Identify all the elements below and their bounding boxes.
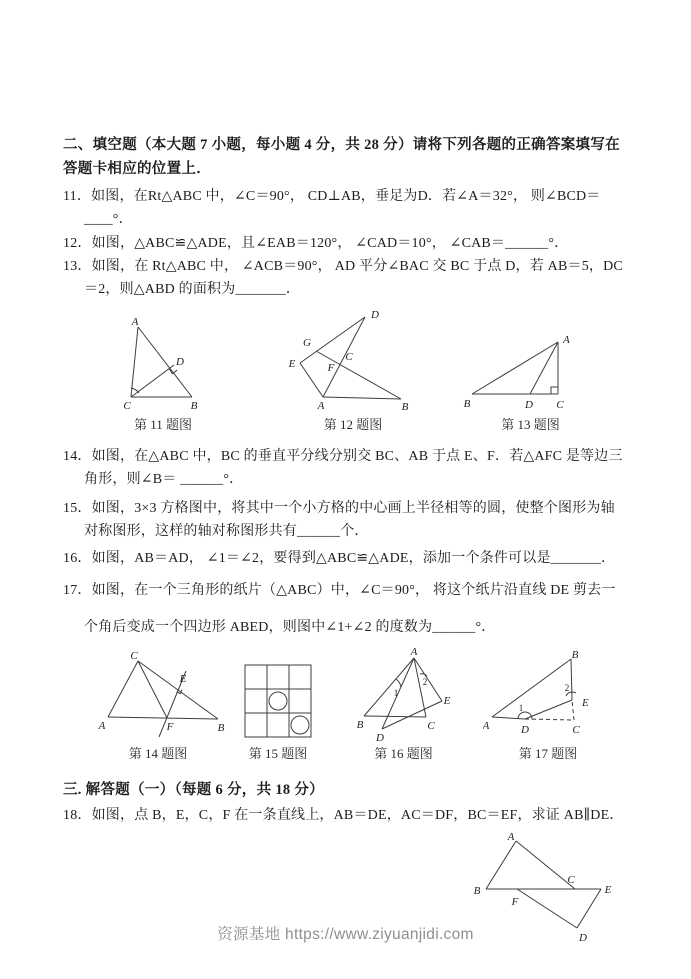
fig14-label-C: C	[130, 650, 138, 662]
figure-row-1	[63, 305, 628, 433]
figure-16	[356, 646, 451, 762]
question-11: 11．如图，在Rt△ABC 中，∠C＝90°， CD⊥AB，垂足为D．若∠A＝32°， 则∠BCD＝____°．	[63, 189, 601, 227]
question-17: 17．如图，在一个三角形的纸片（△ABC）中，∠C＝90°， 将这个纸片沿直线 DE 剪去一个角后变成一个四边形 ABED，则图中∠1+∠2 的度数为______°．	[63, 583, 616, 635]
figure-12-drawing	[283, 305, 423, 412]
figure-11	[98, 315, 228, 433]
figure-13-caption: 第 13 题图	[501, 417, 560, 432]
footer-site-link[interactable]: 资源基地 https://www.ziyuanjidi.com	[217, 926, 474, 943]
fig18-label-E: E	[604, 884, 612, 896]
question-18: 18．如图，点 B，E，C，F 在一条直线上，AB＝DE，AC＝DF，BC＝EF，求证 AB∥DE．	[63, 808, 624, 823]
figure-12-caption: 第 12 题图	[323, 417, 383, 432]
figure-14	[88, 649, 228, 762]
fig12-label-G: G	[303, 337, 311, 349]
fig14-label-F: F	[166, 721, 174, 733]
fig11-label-A: A	[131, 316, 139, 328]
figure-13	[458, 332, 603, 433]
section-answer-heading: 三. 解答题（一）（每题 6 分，共 18 分）	[63, 782, 324, 798]
figure-17	[483, 649, 613, 762]
fig16-label-D: D	[376, 732, 384, 741]
figure-12	[283, 305, 423, 433]
fig18-label-F: F	[511, 896, 519, 908]
fig17-label-2: 2	[564, 683, 570, 693]
figure-16-caption: 第 16 题图	[374, 746, 433, 761]
fig11-label-C: C	[123, 400, 131, 412]
fig18-label-B: B	[473, 885, 481, 897]
fig12-label-A: A	[317, 400, 325, 412]
figure-11-caption: 第 11 题图	[133, 417, 193, 432]
fig16-label-C: C	[427, 720, 435, 732]
fig14-label-A: A	[98, 720, 106, 732]
fig17-label-B: B	[571, 649, 579, 661]
figure-17-drawing	[483, 649, 613, 741]
fig17-label-E: E	[582, 697, 589, 709]
fig18-label-D: D	[579, 932, 587, 944]
figure-14-drawing	[88, 649, 228, 741]
fig16-label-E: E	[443, 695, 451, 707]
figure-15-drawing	[243, 663, 313, 741]
fig11-label-D: D	[176, 356, 184, 368]
figure-row-2	[63, 646, 628, 762]
fig12-label-E: E	[288, 358, 296, 370]
figure-15	[243, 663, 313, 762]
fig11-label-B: B	[190, 400, 198, 412]
fig14-label-B: B	[217, 722, 225, 734]
fig13-label-D: D	[525, 399, 533, 411]
question-16: 16．如图，AB＝AD， ∠1＝∠2，要得到△ABC≌△ADE，添加一个条件可以是_______．	[63, 551, 616, 566]
fig17-label-D: D	[521, 724, 529, 736]
figure-15-caption: 第 15 题图	[248, 746, 308, 761]
fig16-label-1: 1	[393, 688, 399, 698]
figure-17-caption: 第 17 题图	[518, 746, 578, 761]
question-13: 13．如图，在 Rt△ABC 中， ∠ACB＝90°， AD 平分∠BAC 交 BC 于点 D，若 AB＝5，DC＝2，则△ABD 的面积为_______．	[63, 259, 623, 297]
fig18-label-A: A	[507, 831, 515, 843]
section-fill-heading: 二、填空题（本大题 7 小题，每小题 4 分，共 28 分）请将下列各题的正确答案填写在答题卡相应的位置上．	[63, 137, 620, 177]
fig18-label-C: C	[567, 874, 575, 886]
fig16-label-B: B	[356, 719, 364, 731]
figure-13-drawing	[458, 332, 603, 412]
question-12: 12．如图，△ABC≌△ADE，且∠EAB＝120°， ∠CAD＝10°， ∠CAB＝______°．	[63, 236, 569, 251]
fig12-label-D: D	[371, 309, 379, 321]
fig13-label-C: C	[556, 399, 564, 411]
figure-16-drawing	[356, 646, 451, 741]
fig13-label-A: A	[563, 334, 570, 346]
fig12-label-B: B	[401, 401, 409, 412]
fig16-label-A: A	[410, 646, 418, 658]
fig17-label-C: C	[572, 724, 580, 736]
question-14: 14．如图，在△ABC 中，BC 的垂直平分线分别交 BC、AB 于点 E、F．若△AFC 是等边三角形，则∠B＝ ______°．	[63, 449, 623, 487]
fig17-label-1: 1	[518, 703, 524, 713]
fig12-label-F: F	[327, 362, 335, 374]
fig13-label-B: B	[463, 398, 471, 410]
question-15: 15．如图，3×3 方格图中，将其中一个小方格的中心画上半径相等的圆，使整个图形为轴对称图形，这样的轴对称图形共有______个．	[63, 501, 615, 539]
fig12-label-C: C	[345, 351, 353, 363]
fig16-label-2: 2	[422, 677, 428, 687]
figure-14-caption: 第 14 题图	[128, 746, 188, 761]
fig17-label-A: A	[483, 720, 490, 732]
fig14-label-E: E	[179, 673, 187, 685]
figure-11-drawing	[98, 315, 228, 412]
